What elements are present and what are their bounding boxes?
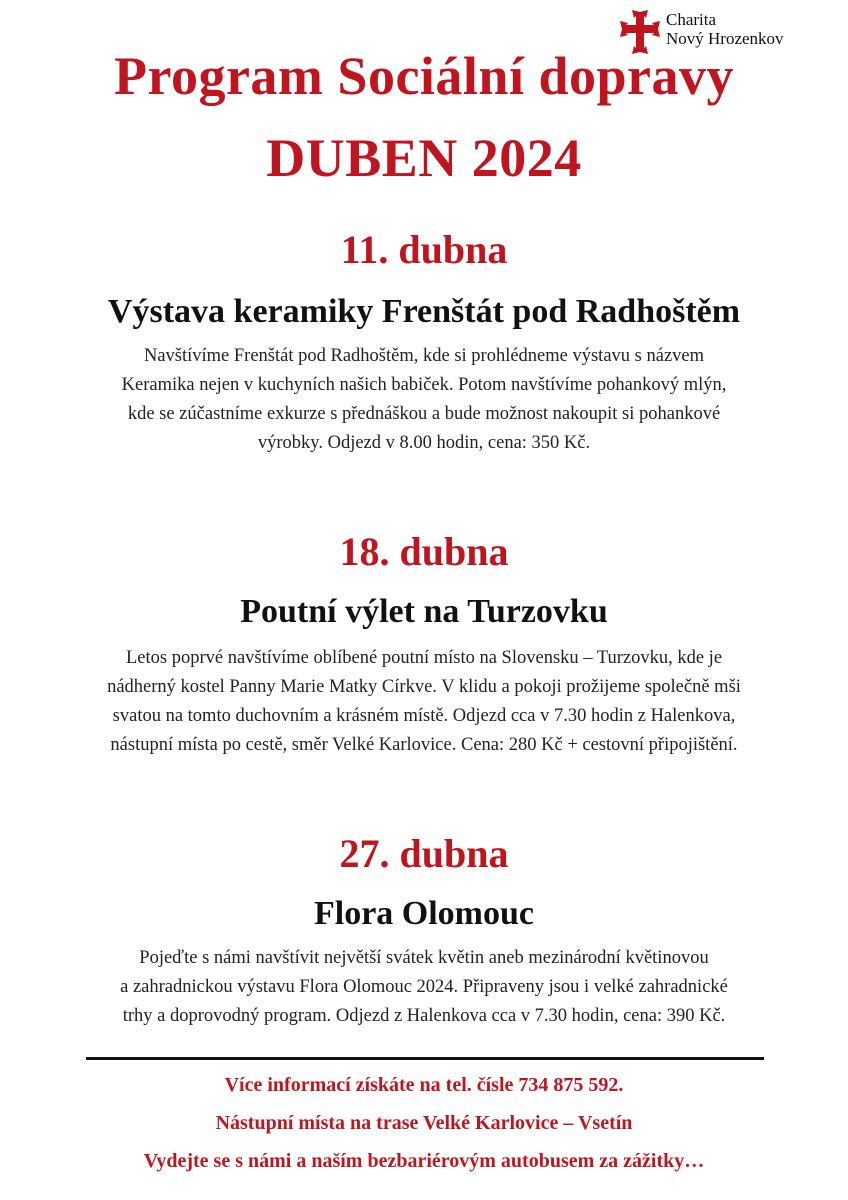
event-2-desc-line: Letos poprvé navštívíme oblíbené poutní místo na Slovensku – Turzovku, kde je — [125, 648, 723, 668]
logo-line-1: Charita — [666, 10, 717, 29]
footer-tagline: Vydejte se s námi a naším bezbariérovým autobusem za zážitky… — [143, 1150, 705, 1172]
event-2-desc-line: svatou na tomto duchovním a krásném místě. Odjezd cca v 7.30 hodin z Halenkova, — [112, 706, 736, 726]
page-subtitle-month: DUBEN 2024 — [266, 128, 582, 188]
event-1-description — [30, 342, 818, 458]
footer-divider — [86, 1057, 764, 1060]
event-3-desc-line: a zahradnickou výstavu Flora Olomouc 2024. Připraveny jsou i velké zahradnické — [120, 977, 728, 997]
event-3-desc-line: trhy a doprovodný program. Odjezd z Halenkova cca v 7.30 hodin, cena: 390 Kč. — [122, 1006, 726, 1026]
page-title: Program Sociální dopravy — [113, 46, 734, 106]
event-1-desc-line: výrobky. Odjezd v 8.00 hodin, cena: 350 Kč. — [257, 433, 591, 453]
event-2-description — [30, 644, 818, 760]
event-1-desc-line: Keramika nejen v kuchyních našich babiček. Potom navštívíme pohankový mlýn, — [121, 375, 727, 395]
logo-line-2: Nový Hrozenkov — [666, 29, 784, 48]
event-2-title: Poutní výlet na Turzovku — [240, 593, 608, 630]
event-3-description — [30, 944, 818, 1031]
event-3-date: 27. dubna — [339, 831, 509, 876]
event-1-title: Výstava keramiky Frenštát pod Radhoštěm — [107, 293, 741, 330]
event-2-desc-line: nástupní místa po cestě, směr Velké Karlovice. Cena: 280 Kč + cestovní připojištění. — [110, 735, 738, 755]
event-1-desc-line: kde se zúčastníme exkurze s přednáškou a bude možnost nakoupit si pohankové — [127, 404, 721, 424]
event-3-title: Flora Olomouc — [313, 895, 535, 932]
event-2-date: 18. dubna — [339, 529, 509, 574]
event-2-desc-line: nádherný kostel Panny Marie Matky Církve. V klidu a pokoji prožijeme společně mši — [107, 677, 741, 697]
event-1-date: 11. dubna — [340, 227, 508, 272]
footer-route-line: Nástupní místa na trase Velké Karlovice – Vsetín — [215, 1112, 633, 1134]
event-1-desc-line: Navštívíme Frenštát pod Radhoštěm, kde si prohlédneme výstavu s názvem — [143, 346, 705, 366]
event-3-desc-line: Pojeďte s námi navštívit největší svátek květin aneb mezinárodní květinovou — [139, 948, 709, 968]
footer-contact-line: Více informací získáte na tel. čísle 734 875 592. — [224, 1074, 624, 1096]
